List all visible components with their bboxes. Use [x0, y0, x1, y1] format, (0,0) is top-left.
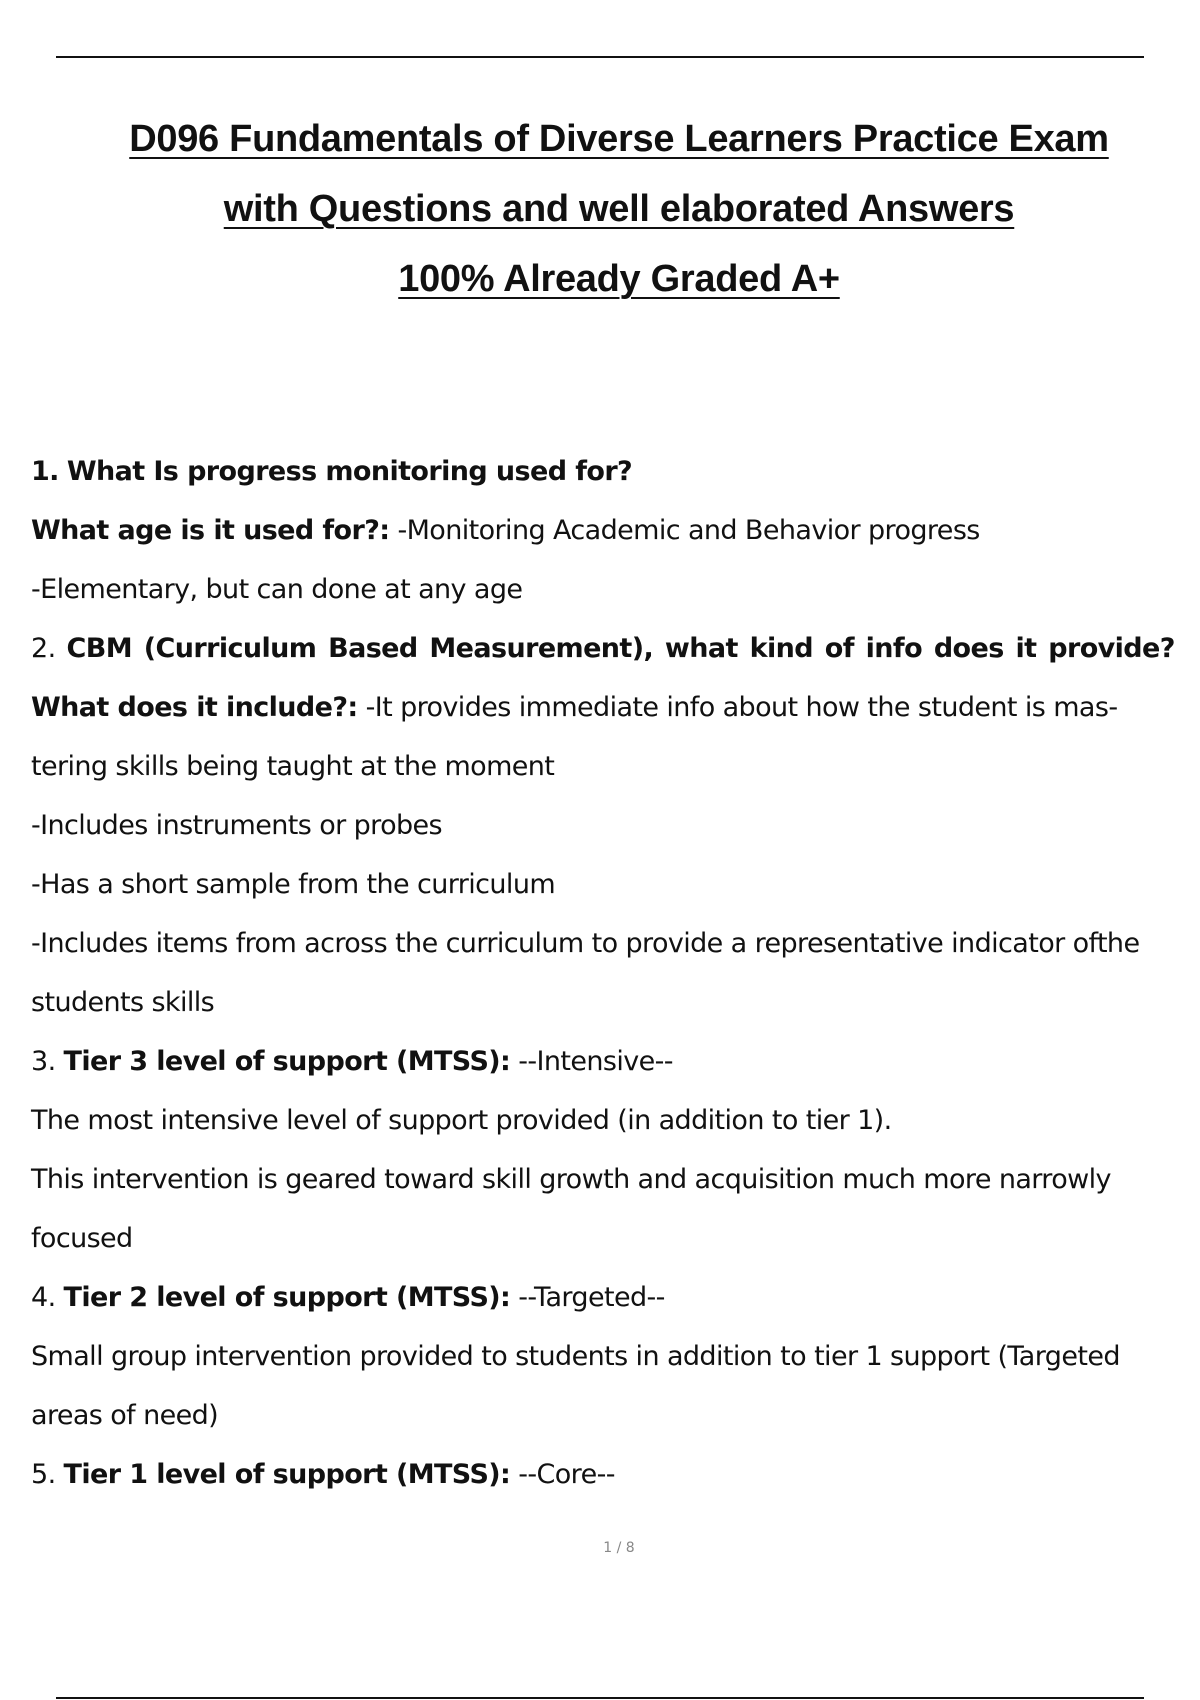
q1-question-a: What Is progress monitoring used for? — [66, 456, 633, 487]
q3-line-3 — [31, 1150, 1200, 1209]
bottom-rule — [56, 1697, 1144, 1699]
q2-line-1 — [31, 619, 1200, 678]
q3-answer-a: --Intensive-- — [518, 1046, 673, 1077]
q2-line-5 — [31, 855, 1200, 914]
title-line-1: D096 Fundamentals of Diverse Learners Practice Exam — [129, 118, 1109, 160]
q2-question-a: CBM (Curriculum Based Measurement), what kind of info does it provide? — [66, 633, 1175, 664]
q3-answer-b: The most intensive level of support provided (in addition to tier 1). — [31, 1105, 892, 1136]
title-line-2: with Questions and well elaborated Answers — [223, 188, 1015, 230]
q2-answer-d: -Has a short sample from the curriculum — [31, 869, 556, 900]
q2-line-6 — [31, 914, 1200, 973]
question-list — [31, 442, 1200, 1504]
q4-answer-a: --Targeted-- — [518, 1282, 665, 1313]
q3-line-2 — [31, 1091, 1200, 1150]
q4-line-2 — [31, 1327, 1200, 1386]
q2-answer-f: students skills — [31, 987, 215, 1018]
q2-answer-a: -It provides immediate info about how the student is mas- — [365, 692, 1118, 723]
q4-line-1 — [31, 1268, 1200, 1327]
q1-line-3 — [31, 560, 1200, 619]
q1-answer-b: -Elementary, but can done at any age — [31, 574, 523, 605]
q3-answer-c: This intervention is geared toward skill growth and acquisition much more narrowly — [31, 1164, 1111, 1195]
q2-answer-b: tering skills being taught at the moment — [31, 751, 555, 782]
q2-line-4 — [31, 796, 1200, 855]
q1-line-2 — [31, 501, 1200, 560]
page-number: 1 / 8 — [603, 1540, 635, 1556]
q2-number: 2. — [31, 633, 56, 664]
q1-answer-a: -Monitoring Academic and Behavior progress — [397, 515, 980, 546]
q2-line-7 — [31, 973, 1200, 1032]
q2-line-2 — [31, 678, 1200, 737]
q5-answer-a: --Core-- — [518, 1459, 615, 1490]
q3-question: Tier 3 level of support (MTSS): — [63, 1046, 511, 1077]
q2-question-b: What does it include?: — [31, 692, 358, 723]
q2-line-3 — [31, 737, 1200, 796]
document-title — [0, 104, 1200, 314]
q4-answer-b: Small group intervention provided to students in addition to tier 1 support (Targeted — [31, 1341, 1120, 1372]
q5-line-1 — [31, 1445, 1200, 1504]
q4-answer-c: areas of need) — [31, 1400, 219, 1431]
q5-question: Tier 1 level of support (MTSS): — [63, 1459, 511, 1490]
q3-line-4 — [31, 1209, 1200, 1268]
q2-answer-e: -Includes items from across the curriculum to provide a representative indicator ofthe — [31, 928, 1140, 959]
q1-line-1 — [31, 442, 1200, 501]
q4-line-3 — [31, 1386, 1200, 1445]
top-rule — [56, 56, 1144, 58]
q4-question: Tier 2 level of support (MTSS): — [63, 1282, 511, 1313]
q5-number: 5. — [31, 1459, 56, 1490]
q3-answer-d: focused — [31, 1223, 133, 1254]
q4-number: 4. — [31, 1282, 56, 1313]
q2-answer-c: -Includes instruments or probes — [31, 810, 443, 841]
q3-line-1 — [31, 1032, 1200, 1091]
title-line-3: 100% Already Graded A+ — [398, 258, 840, 300]
q1-number: 1. — [31, 456, 59, 487]
q3-number: 3. — [31, 1046, 56, 1077]
q1-question-b: What age is it used for?: — [31, 515, 390, 546]
